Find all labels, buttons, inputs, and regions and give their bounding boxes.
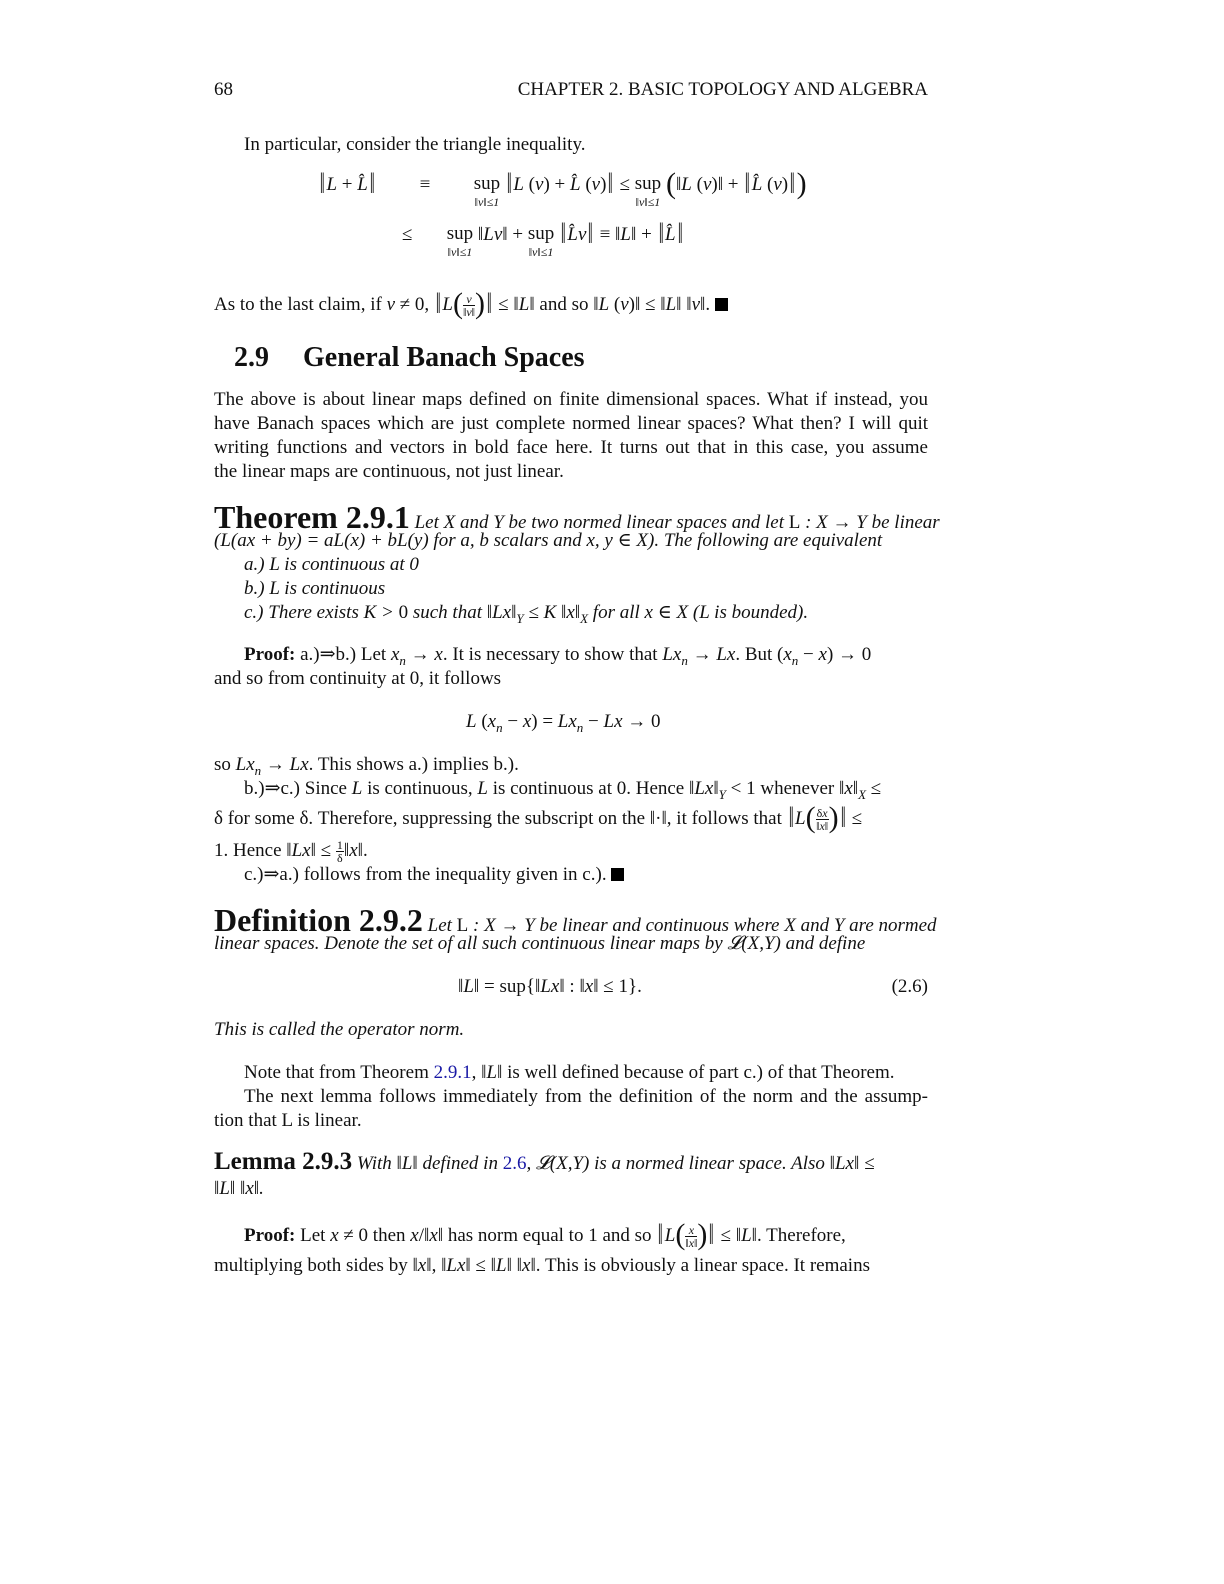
page-number: 68 [214, 79, 233, 100]
proof-line: multiplying both sides by ‖x‖, ‖Lx‖ ≤ ‖L‖ ‖x‖. This is obviously a linear space. It remains [214, 1255, 870, 1276]
equation-number: (2.6) [891, 976, 928, 997]
triangle-inequality-line-1: ‖L + L̂‖ ≡ sup ‖v‖≤1 ‖L (v) + L̂ (v)‖ ≤ sup ‖v‖≤1 (‖L (v)‖ + ‖L̂ (v)‖) [319, 167, 807, 209]
proof-line: so $Lx_n \to Lx$. This shows a.) implies b.). [214, 754, 519, 778]
note-line: The next lemma follows immediately from the definition of the norm and the assump- [244, 1086, 928, 1107]
section-heading [234, 342, 585, 373]
last-claim: As to the last claim, if v ≠ 0, ‖L( $\frac{v}{‖v‖}$ )‖ ≤ ‖L‖ and so ‖L (v)‖ ≤ ‖L‖ ‖v‖. [214, 292, 928, 318]
lemma-statement: Lemma 2.9.3 With ‖L‖ defined in 2.6, 𝓛(X,Y) is a normed linear space. Also ‖Lx‖ ≤ [214, 1148, 875, 1175]
operator-norm-equation: ‖L‖ = sup{‖Lx‖ : ‖x‖ ≤ 1}. [458, 976, 642, 997]
triangle-inequality-line-2: ≤ sup ‖v‖≤1 ‖Lv‖ + sup ‖v‖≤1 ‖L̂v‖ ≡ ‖L‖ + ‖L̂‖ [402, 217, 683, 259]
proof-line: δ for some δ. Therefore, suppressing the subscript on the ‖·‖, it follows that ‖L( $\frac{\delta x}{‖x‖}$ )‖ ≤ [214, 801, 863, 834]
lemma-statement-2: ‖L‖ ‖x‖. [214, 1178, 264, 1199]
theorem-ref-link[interactable]: 2.9.1 [433, 1062, 472, 1083]
proof-line: and so from continuity at 0, it follows [214, 668, 502, 689]
proof-line: Proof: Let x ≠ 0 then x/‖x‖ has norm equal to 1 and so ‖L( $\frac{x}{‖x‖}$ )‖ ≤ ‖L‖. Therefore, [244, 1218, 846, 1251]
definition-statement-2: linear spaces. Denote the set of all such continuous linear maps by 𝓛(X,Y) and define [214, 933, 866, 954]
proof-line: b.)⇒c.) Since L is continuous, L is continuous at 0. Hence $‖Lx‖_Y < 1$ whenever $‖x‖_X$ ≤ [244, 778, 882, 802]
section-number: 2.9 [234, 342, 269, 373]
section-title: General Banach Spaces [303, 342, 585, 373]
para-line: writing functions and vectors in bold face here. It turns out that in this case, you assume [214, 437, 928, 458]
definition-label: Definition 2.9.2 [214, 902, 423, 938]
qed-square [611, 868, 624, 881]
para-line: the linear maps are continuous, not just linear. [214, 461, 564, 482]
proof-label: Proof: [244, 644, 296, 665]
theorem-label: Theorem 2.9.1 [214, 499, 410, 535]
note-line: tion that L is linear. [214, 1110, 362, 1131]
note-line: Note that from Theorem 2.9.1, ‖L‖ is well defined because of part c.) of that Theorem. [244, 1062, 895, 1083]
proof-line: Proof: a.)⇒b.) Let $x_n \to x$. It is necessary to show that $Lx_n \to Lx$. But $(x_n - x) \to 0$ [244, 644, 872, 668]
proof-line: c.)⇒a.) follows from the inequality given in c.). [244, 863, 928, 887]
theorem-item-b: b.) L is continuous [244, 578, 386, 599]
definition-closing: This is called the operator norm. [214, 1019, 465, 1040]
display-equation: L $(x_n - x) = Lx_n - Lx \to 0$ [466, 711, 661, 735]
chapter-title: CHAPTER 2. BASIC TOPOLOGY AND ALGEBRA [517, 79, 928, 100]
intro-text: In particular, consider the triangle inequality. [244, 134, 586, 155]
theorem-statement: Theorem 2.9.1 Let X and Y be two normed linear spaces and let L : X → Y be linear [214, 499, 940, 535]
para-line: The above is about linear maps defined on finite dimensional spaces. What if instead, you [214, 389, 928, 410]
lemma-label: Lemma 2.9.3 [214, 1148, 353, 1175]
theorem-item-c: c.) There exists K > 0 such that $‖Lx‖_Y \le K$ $‖x‖_X$ for all x ∈ X (L is bounded). [244, 602, 809, 626]
definition-statement: Definition 2.9.2 Let L : X → Y be linear and continuous where X and Y are normed [214, 902, 937, 938]
equation-ref-link[interactable]: 2.6 [502, 1153, 527, 1174]
proof-line: 1. Hence ‖Lx‖ ≤ $\frac{1}{\delta}$ ‖x‖. [214, 838, 368, 866]
qed-square [715, 298, 728, 311]
theorem-statement-2: (L(ax + by) = aL(x) + bL(y) for a, b scalars and x, y ∈ X). The following are equivalent [214, 530, 883, 551]
theorem-item-a: a.) L is continuous at 0 [244, 554, 419, 575]
para-line: have Banach spaces which are just complete normed linear spaces? What then? I will quit [214, 413, 928, 434]
